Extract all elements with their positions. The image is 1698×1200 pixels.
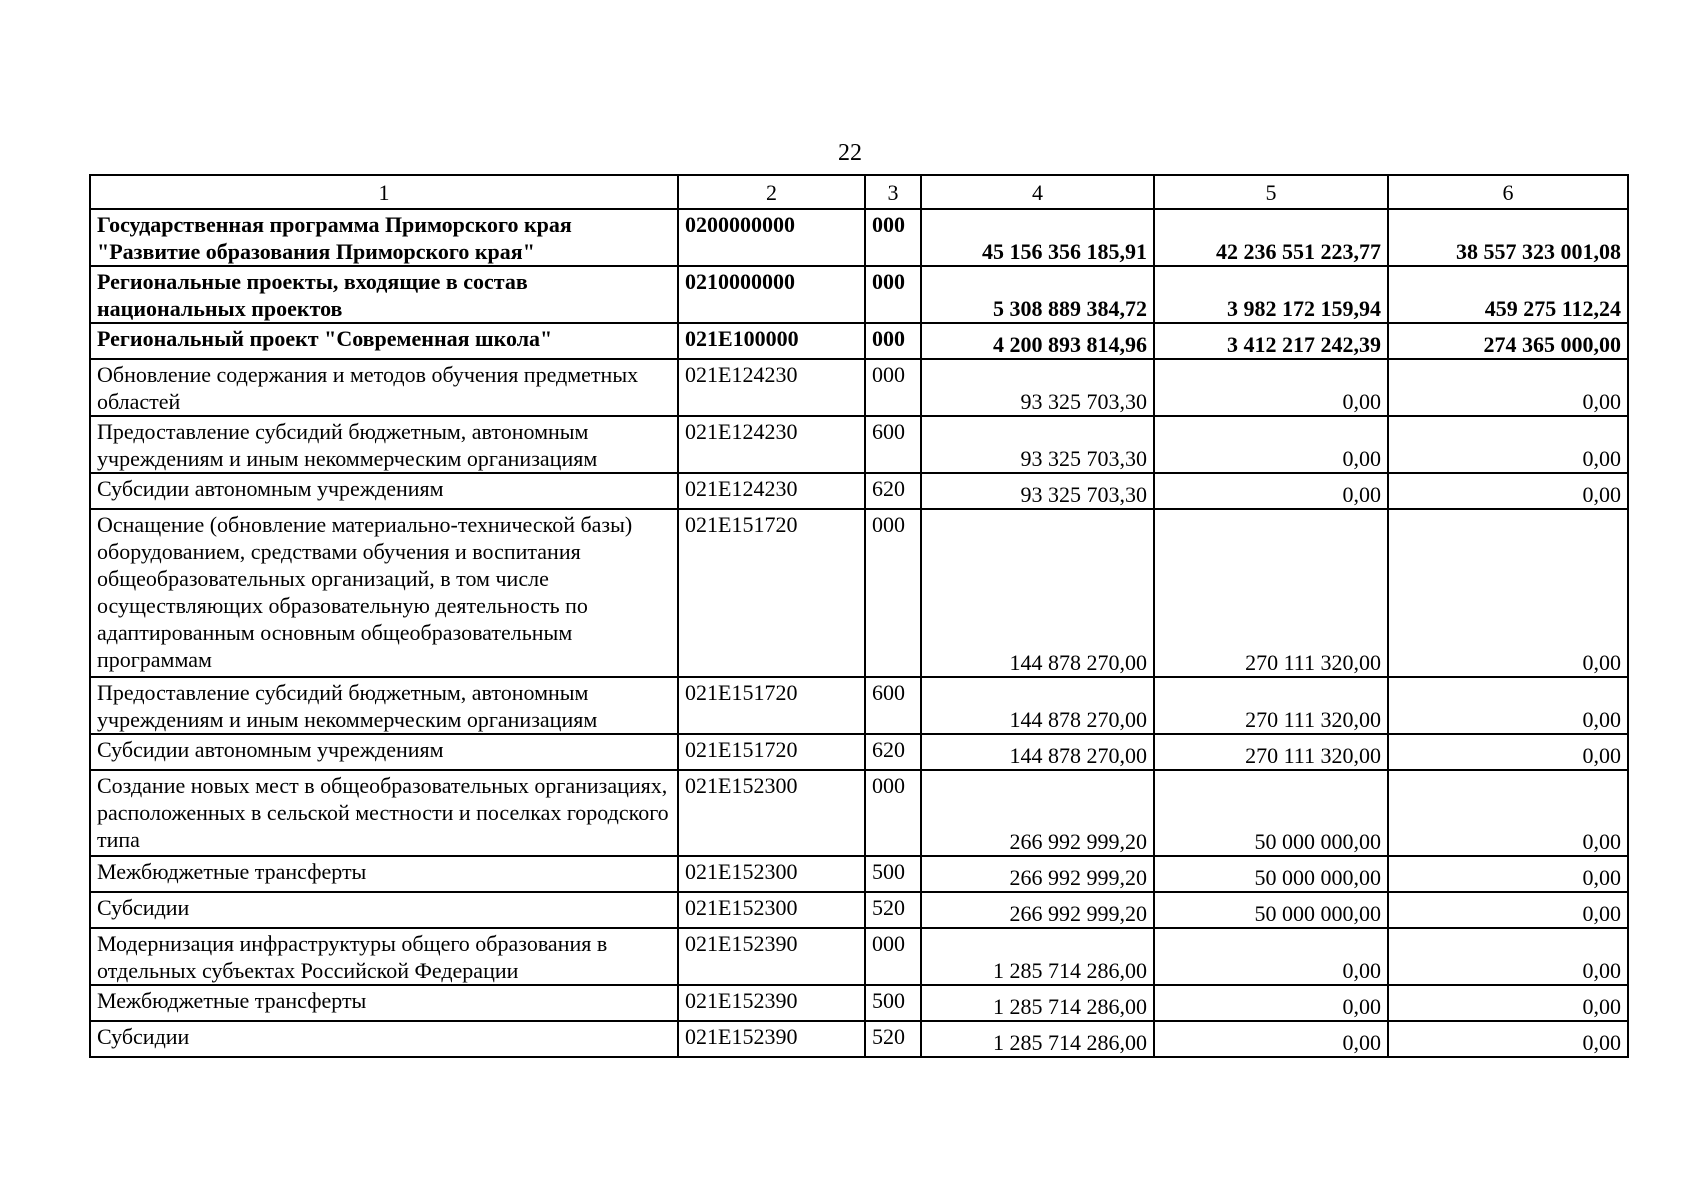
row-code-cell: 021E152300 [678,770,865,856]
row-code-cell: 0200000000 [678,209,865,266]
row-amount-col6-cell: 0,00 [1388,856,1628,892]
table-row [90,734,1628,770]
page-number: 22 [838,140,862,166]
table-row [90,856,1628,892]
table-row [90,416,1628,473]
table-row [90,323,1628,359]
header-cell-1: 1 [90,175,678,209]
row-amount-col5-cell: 42 236 551 223,77 [1154,209,1388,266]
budget-table [89,174,1629,1058]
row-amount-col4-cell: 266 992 999,20 [921,770,1154,856]
row-code-cell: 021E151720 [678,677,865,734]
row-amount-col5-cell: 0,00 [1154,473,1388,509]
row-amount-col4-cell: 266 992 999,20 [921,856,1154,892]
table-row [90,473,1628,509]
row-type-cell: 500 [865,856,921,892]
header-row [90,175,1628,209]
row-type-cell: 520 [865,892,921,928]
row-amount-col6-cell: 0,00 [1388,985,1628,1021]
row-amount-col6-cell: 0,00 [1388,677,1628,734]
table-body [90,175,1628,1057]
header-cell-3: 3 [865,175,921,209]
row-code-cell: 021E152300 [678,892,865,928]
row-amount-col6-cell: 0,00 [1388,770,1628,856]
row-type-cell: 500 [865,985,921,1021]
row-amount-col4-cell: 1 285 714 286,00 [921,985,1154,1021]
row-name-cell: Государственная программа Приморского края "Развитие образования Приморского края" [90,209,678,266]
row-amount-col4-cell: 93 325 703,30 [921,359,1154,416]
row-name-cell: Субсидии автономным учреждениям [90,734,678,770]
row-type-cell: 000 [865,928,921,985]
row-amount-col6-cell: 0,00 [1388,509,1628,677]
row-amount-col4-cell: 144 878 270,00 [921,734,1154,770]
row-code-cell: 021E152390 [678,985,865,1021]
row-name-cell: Модернизация инфраструктуры общего образования в отдельных субъектах Российской Федерации [90,928,678,985]
row-name-cell: Межбюджетные трансферты [90,985,678,1021]
row-name-cell: Оснащение (обновление материально-технической базы) оборудованием, средствами обучения и воспитания общеобразовательных организаций, в том числе осуществляющих образовательную деятельность по адаптированным основным общеобразовательным программам [90,509,678,677]
row-amount-col5-cell: 50 000 000,00 [1154,892,1388,928]
row-amount-col5-cell: 270 111 320,00 [1154,509,1388,677]
row-amount-col5-cell: 270 111 320,00 [1154,677,1388,734]
row-amount-col5-cell: 3 412 217 242,39 [1154,323,1388,359]
row-type-cell: 000 [865,323,921,359]
row-amount-col4-cell: 144 878 270,00 [921,677,1154,734]
row-type-cell: 520 [865,1021,921,1057]
row-amount-col6-cell: 0,00 [1388,928,1628,985]
row-code-cell: 021E152390 [678,1021,865,1057]
header-cell-4: 4 [921,175,1154,209]
row-amount-col5-cell: 0,00 [1154,928,1388,985]
row-amount-col5-cell: 0,00 [1154,1021,1388,1057]
row-name-cell: Субсидии [90,892,678,928]
table-row [90,266,1628,323]
row-name-cell: Региональный проект "Современная школа" [90,323,678,359]
row-amount-col5-cell: 270 111 320,00 [1154,734,1388,770]
row-code-cell: 021E152390 [678,928,865,985]
row-name-cell: Субсидии [90,1021,678,1057]
row-code-cell: 021E124230 [678,416,865,473]
row-amount-col6-cell: 0,00 [1388,416,1628,473]
row-type-cell: 620 [865,473,921,509]
row-amount-col6-cell: 274 365 000,00 [1388,323,1628,359]
table-row [90,770,1628,856]
row-amount-col4-cell: 93 325 703,30 [921,416,1154,473]
row-amount-col4-cell: 45 156 356 185,91 [921,209,1154,266]
row-amount-col5-cell: 0,00 [1154,985,1388,1021]
row-amount-col6-cell: 0,00 [1388,734,1628,770]
row-name-cell: Предоставление субсидий бюджетным, автономным учреждениям и иным некоммерческим организациям [90,677,678,734]
row-type-cell: 000 [865,770,921,856]
row-type-cell: 000 [865,266,921,323]
row-amount-col4-cell: 4 200 893 814,96 [921,323,1154,359]
row-amount-col6-cell: 38 557 323 001,08 [1388,209,1628,266]
row-name-cell: Региональные проекты, входящие в состав национальных проектов [90,266,678,323]
row-amount-col4-cell: 266 992 999,20 [921,892,1154,928]
row-amount-col4-cell: 5 308 889 384,72 [921,266,1154,323]
row-type-cell: 000 [865,359,921,416]
row-amount-col5-cell: 3 982 172 159,94 [1154,266,1388,323]
row-name-cell: Обновление содержания и методов обучения предметных областей [90,359,678,416]
row-amount-col5-cell: 0,00 [1154,359,1388,416]
table-row [90,509,1628,677]
header-cell-6: 6 [1388,175,1628,209]
row-name-cell: Межбюджетные трансферты [90,856,678,892]
table-row [90,928,1628,985]
row-name-cell: Создание новых мест в общеобразовательных организациях, расположенных в сельской местности и поселках городского типа [90,770,678,856]
row-amount-col4-cell: 144 878 270,00 [921,509,1154,677]
row-amount-col6-cell: 459 275 112,24 [1388,266,1628,323]
row-code-cell: 021E100000 [678,323,865,359]
row-name-cell: Субсидии автономным учреждениям [90,473,678,509]
row-type-cell: 600 [865,677,921,734]
row-amount-col5-cell: 50 000 000,00 [1154,856,1388,892]
row-amount-col4-cell: 1 285 714 286,00 [921,928,1154,985]
header-cell-5: 5 [1154,175,1388,209]
table-row [90,892,1628,928]
row-code-cell: 021E151720 [678,734,865,770]
row-type-cell: 600 [865,416,921,473]
row-amount-col6-cell: 0,00 [1388,892,1628,928]
row-type-cell: 000 [865,509,921,677]
row-code-cell: 0210000000 [678,266,865,323]
row-amount-col6-cell: 0,00 [1388,473,1628,509]
table-row [90,209,1628,266]
header-cell-2: 2 [678,175,865,209]
table-row [90,677,1628,734]
table-row [90,985,1628,1021]
table-row [90,1021,1628,1057]
row-amount-col5-cell: 0,00 [1154,416,1388,473]
row-name-cell: Предоставление субсидий бюджетным, автономным учреждениям и иным некоммерческим организациям [90,416,678,473]
row-amount-col6-cell: 0,00 [1388,359,1628,416]
row-code-cell: 021E151720 [678,509,865,677]
table-row [90,359,1628,416]
row-amount-col6-cell: 0,00 [1388,1021,1628,1057]
row-amount-col4-cell: 1 285 714 286,00 [921,1021,1154,1057]
row-type-cell: 000 [865,209,921,266]
row-code-cell: 021E124230 [678,473,865,509]
row-amount-col5-cell: 50 000 000,00 [1154,770,1388,856]
row-code-cell: 021E124230 [678,359,865,416]
row-code-cell: 021E152300 [678,856,865,892]
row-type-cell: 620 [865,734,921,770]
row-amount-col4-cell: 93 325 703,30 [921,473,1154,509]
